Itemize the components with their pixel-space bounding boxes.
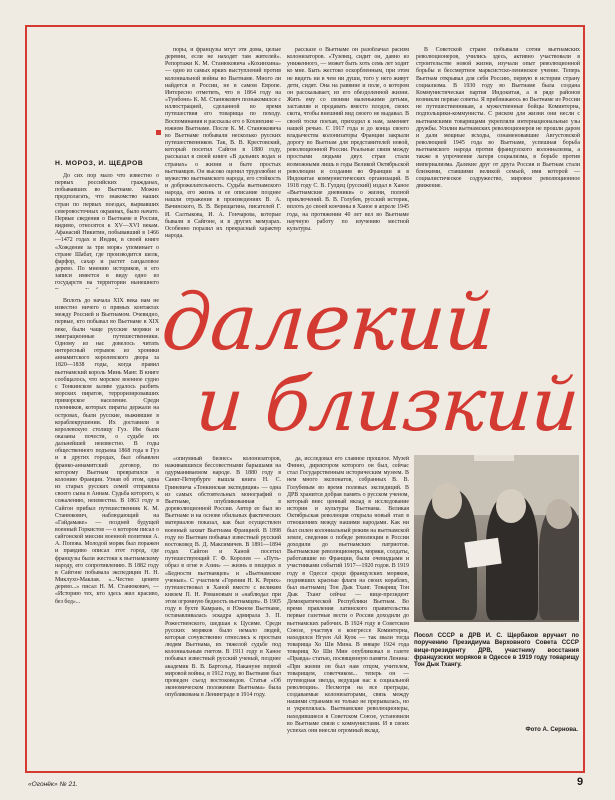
photo-credit: Фото А. Сернова. (525, 726, 578, 733)
column-text: В Советской стране побывали сотни вьетнамских революционеров, учились здесь, активно участвовали в строительстве новой жизни, изучали опыт революционной борьбы и бессмертное марксистско-ленинское учение. Теперь Вьетнам открывал для себя Россию, первую в истории страну социализма. В 1930 году во Вьетнаме была создана Коммунистическая партия Индокитая, а в ряде районов возникли первые советы. Я приближаюсь во Вьетнаме из России не путешественникам, а мужественные бойцы Коминтерна, подпольщики-коммунисты. С риском для жизни они несли с вьетнамскими товарищами укрепляли интернациональные узы дружбы. Усилия вьетнамских революционеров не прошли даром и дали мощные всходы, ознаменовавшие Августовской революцией 1945 года во Вьетнаме, успешная борьба вьетнамского народа против французского колониализма, а также в упрочнение лагеря социализма, в борьбе против империализма. Далекие друг от друга Россия и Вьетнам стали близкими, ставшими великой семьей, имя которой — социалистическое содружество, мировое революционное движение. (416, 47, 580, 189)
article-authors: Н. МОРОЗ, И. ЩЕДРОВ (55, 160, 144, 167)
photo-caption: Посол СССР в ДРВ И. С. Щербаков вручает по поручению Президиума Верховного Совета СССР вице-президенту ДРВ, участнику восстания французских моряков в Одессе в 1919 году товарищу Тон Дык Тхангу. (414, 632, 579, 669)
page-number: 9 (577, 776, 584, 788)
column-4-top (416, 47, 580, 285)
article-title-line-1: далекий (158, 278, 497, 368)
article-title-line-2: и близкий (192, 362, 582, 448)
column-2-bottom (165, 456, 281, 763)
column-text: да, исследовал его славное прошлое. Музей Финно, директором которого он был, сейчас стал Государственным историческим музеем. В нем много экспонатов, собранных В. В. Голубевым во время полевых экспедиций. В ДРВ хранится добрая память о русском ученом, который внес ценный вклад в исследование истории и культуры Вьетнама. Великая Октябрьская революция открыла новый этап в отношениях между нашими народами. Как ни был силен колониальный режим на вьетнамской земле, сведения о победе революции в России доходили до вьетнамских патриотов. Вьетнамские революционеры, моряки, солдаты, работавшие во Франции, были очевидцами и участниками событий 1917—1920 годов. В 1919 году в Одессе среди французских моряков, поднявших красные флаги на своих кораблях, был вьетнамец Тон Дык Тханг. Товарищ Тон Дык Тханг сейчас — вице-президент Демократической Республики Вьетнам. Во время правления латинского правительства первые газетные вести о России доходили до вьетнамских рабочих. В 1924 году в Советском Союзе, участвуя в конгрессе Коминтерна, находился Нгуен Ай Куок — так звали тогда товарища Хо Ши Мина. В январе 1924 года товарищ Хо Ши Мин опубликовал в газете «Правда» статью, посвященную памяти Ленина: «При жизни он был нам отцом, учителем, товарищем, советчиком... теперь он — путеводная звезда, ведущая нас к социальной революции». Несмотря на все преграды, создаваемые колонизаторами, связь между нашими странами не только не прерывалась, но и укреплялась. Вьетнамские революционеры, находившиеся в Советском Союзе, установили во Вьетнаме связи с коммунистами. И в своих успехах они внесли огромный вклад. (287, 456, 409, 734)
decorative-square (156, 130, 161, 135)
column-2-top (165, 47, 281, 275)
news-photo (414, 455, 579, 622)
column-3-bottom (287, 456, 409, 763)
column-text: До сих пор мало что известно о первых российских гражданах, побывавших во Вьетнаме. Можно предполагать, что знакомство наших стран по первых поездах, вырвавших северовосточных окраинах, было начато. Первые сведения о Вьетнаме в России, видимо, относятся к XV—XVI векам. Афанасий Никитин, побывавший в 1466—1472 годах в Индии, в своей книге «Хождение за три моря» упоминает о стране Шабат, где производится шелк, фарфор, сахар и растет сандаловое дерево. По мнению историков, в его записи имеется в виду одно из государств на территории нынешнего (55, 173, 159, 287)
column-1-bottom (55, 298, 159, 763)
column-text: Вплоть до начала XIX века нам не известно ничего о прямых контактах между Россией и Вьетнамом. Очевидно, первые, кто побывал во Вьетнаме в XIX веке, были чаще русские моряки и эмиграционные путешественники. Одному из нас довелось читать интересный отрывок из хроники аннамитского королевского двора за 1820—1838 годы, когда правил вьетнамский король Минь Манг. В книге сообщалось, что морское военное судно с Тонкинском заливе удалось разбить морских пиратов, терроризировавших приморское население. Среди пленников, которых пираты держали на островах, были русские, выжившие в кораблекрушении. Их доставили в королевскую столицу Гуэ. Им были оказаны почести, о судьбе их дальнейшей неизвестно. В годы общественного подъема 1868 года в Гуэ и в других городах, был объявлен франко-аннамитский договор, по которому Вьетнам превратился в колонию Франции. Узнав об этом, одна из старых русских семей отправила своего сына в Аннам. Судьба которого, к сожалению, неизвестна. В 1863 году в Сайгон прибыл путешественник К. М. Станюкович, наблюдающий на «Гайдамаке» — поздней будущей военный Горкистов — о котором писал о сайгонской миссии военной политики А. А. Попова. Молодой моряк был поражен и правдиво описал этот город, где французы были жестоки к вьетнамскому народу, его сопротивлению. В 1882 году в Сайгоне побывала экспедиция Н. Н. Миклухо-Маклая. «...Честно цените дерево...» писал Н. М. Станюкович, — «Историю тех, кто здесь жил красиво, без бед»... (55, 298, 159, 605)
column-3-top (287, 47, 409, 285)
column-text: рассказе о Вьетнаме он разоблачал расизм колонизаторов. «Тузевец, сидит он, давно из униженного, — может быть хоть семь лет ходит ко мне. Быть жестоко оскорбленным, при этом не видеть ни в чем ни души, того у него живут дети, сидят. Она на раввине и поле, о котором он рассказывает, из его обездоленной жизни. Жить ему со своими маленькими детьми, заставляя и продавать вместо плодов, своих скота, чтобы внешний вид своего не выдавал. В своей тоске поехав, приходил к нам, заменяет нашей речью. С 1917 года и до конца своего владычества колонизаторы Франции закрыли дорогу во Вьетнам для представителей новой, революционной России. Реальные связи между простыми людьми двух стран стали возможными лишь в годы Великой Октябрьской революции и создания во Франции и в Индокитае коммунистических организаций. В 1918 году С. В. Гулдец (русский) издал в Ханое «Вьетнамские дневники» о жизни, полной приключений. В. В. Голубев, русский историк, вплоть до своей кончины в Ханое в апреле 1945 года, на протяжении 40 лет вел во Вьетнаме научную работу по изучению местной культуры. (287, 47, 409, 232)
column-text: «опиумный бизнес» колонизаторов, наживавшихся бессовестными барышами на одурманиваемом народе. В 1880 году в Санкт-Петербурге вышла книга Н. С. Гриневича «Тонкинская экспедиция» — одна из самых обстоятельных монографий о Вьетнаме, опубликованная в дореволюционной России. Автор ее был во Вьетнаме и на основе обильных фактических материалов показал, как был осуществлен военный захват Вьетнама Францией. В 1898 году во Вьетнам побывал известный русский востоковед В. Д. Максимичев. В 1891—1894 годах Сайгон и Ханой посетил путешествующий Г. Ф. Королев — «Путь-образ в огне в Азии» — жизнь в пещерах в «Бедности вьетнамцев» и «Вьетнамские ученые». С участием «Горения Н. К. Рерих» путешествовал в Ханой вместе с великим князем П. Н. Романовым и «наблюдал при этом огромную бедность вьетнамцев». В 1905 году в бухте Камрань, в Южном Вьетнаме, останавливалась эскадра адмирала З. П. Рожественского, шедшая к Цусиме. Среди русских моряков было немало людей, которые сочувственно отнеслись к простым людям Вьетнама, их тяжелой судьбе под колониальным гнетом. В 1911 году в Ханое побывал известный русский ученый, позднее академик В. В. Бартольд. Накануне первой мировой войны, в 1912 году, во Вьетнаме был проведен съезд востоковедов. Статья «Об экономическом положении Вьетнама» была опубликована в Ленинграде в 1914 году. (165, 456, 281, 699)
column-text: поры, и французы мгут эти дома, целые деревни, если не находят там жителей». Репортажи К. М. Станюковича «Кохинхина» — одно из самых ярких выступлений против колониальной войны во Вьетнаме. Много ли найдется в России, не в самом Европе. Интересно отметить, что в 1864 году на «Тунбоне» К. М. Станюкович познакомился с иллюстрацией, сделанной во время путешествия его товарища по походу. Воспоминания и рассказы его о Кохинхине — южном Вьетнаме. После К. М. Станюковича во Вьетнаме побывали несколько русских путешественников. Так, В. В. Крестовский, который посетил Сайгон в 1880 году, рассказал в своей книге «В дальних водах и странах» о жизни и быте простых вьетнамцев. Он высоко оценил трудолюбие и мужество вьетнамского народа, его стойкость и доброжелательность. Судьба вьетнамского народа, его жизнь и ее описание позднее нашли отражение в произведениях В. А. Вачинского, В. В. Верещагина, писателей Г. И. Салтыкова, И. А. Гончарова, которые бывали в Сайгоне, и в других мемуарах. Особенно поразил их прекрасный характер народа. (165, 47, 281, 240)
column-1-top (55, 173, 159, 289)
magazine-footer: «Огонёк» № 21. (28, 781, 78, 788)
